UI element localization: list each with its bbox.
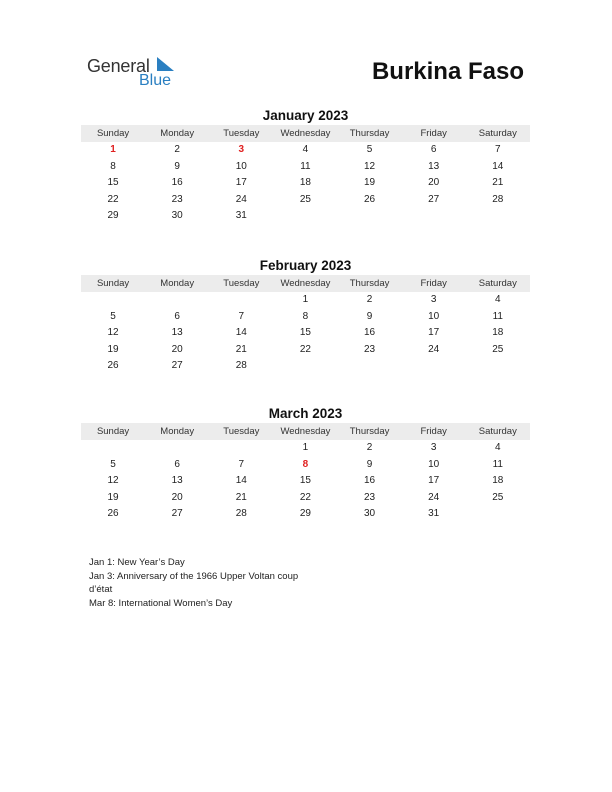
week-row <box>81 142 530 159</box>
day-cell: 8 <box>110 160 116 172</box>
month-calendar <box>81 257 530 375</box>
day-cell: 2 <box>366 294 373 305</box>
week-row <box>81 490 530 507</box>
day-cell: 28 <box>492 193 504 205</box>
month-title: February 2023 <box>259 258 352 273</box>
day-cell: 3 <box>238 144 245 155</box>
day-cell: 11 <box>300 160 311 172</box>
holiday-notes <box>89 556 349 610</box>
logo-triangle-icon <box>155 56 175 72</box>
day-cell: 12 <box>107 475 119 487</box>
day-cell: 19 <box>364 177 376 189</box>
day-cell: 29 <box>107 210 119 222</box>
day-cell: 1 <box>302 442 309 453</box>
day-cell: 12 <box>107 327 119 339</box>
day-cell: 25 <box>492 491 504 503</box>
day-cell: 17 <box>428 327 440 339</box>
day-cell: 27 <box>428 193 440 205</box>
week-row <box>81 457 530 474</box>
day-cell: 14 <box>235 327 247 339</box>
weekday-label: Saturday <box>478 426 517 437</box>
day-cell: 13 <box>171 475 183 487</box>
day-cell <box>466 506 530 523</box>
day-cell: 9 <box>366 310 373 322</box>
day-cell: 1 <box>110 144 116 155</box>
weekday-label: Thursday <box>349 278 390 289</box>
day-cell: 11 <box>492 310 503 322</box>
day-cell: 24 <box>428 491 440 503</box>
day-cell: 18 <box>299 177 311 189</box>
week-row <box>81 159 530 176</box>
day-cell: 26 <box>107 508 119 520</box>
day-cell: 13 <box>428 160 440 172</box>
day-cell <box>402 208 466 225</box>
day-cell: 20 <box>171 343 183 355</box>
weekday-label: Wednesday <box>280 278 331 289</box>
day-cell: 26 <box>364 193 376 205</box>
day-cell: 24 <box>428 343 440 355</box>
weekday-label: Sunday <box>96 128 130 139</box>
day-cell: 12 <box>364 160 376 172</box>
day-cell: 20 <box>171 491 183 503</box>
day-cell <box>338 208 402 225</box>
holiday-note: d’état <box>89 584 113 595</box>
day-cell: 22 <box>299 343 311 355</box>
weekday-label: Friday <box>420 278 447 289</box>
day-cell: 8 <box>302 310 309 322</box>
day-cell: 26 <box>107 360 119 372</box>
day-cell: 23 <box>171 193 183 205</box>
month-title: March 2023 <box>268 406 343 421</box>
week-row <box>81 309 530 326</box>
weekday-label: Tuesday <box>223 278 260 289</box>
day-cell <box>209 292 273 309</box>
day-cell: 21 <box>492 177 504 189</box>
day-cell: 23 <box>364 491 376 503</box>
day-cell: 15 <box>107 177 119 189</box>
logo-word-general: General <box>87 56 150 76</box>
day-cell: 15 <box>299 327 311 339</box>
day-cell: 19 <box>107 491 119 503</box>
day-cell <box>338 358 402 375</box>
week-row <box>81 192 530 209</box>
day-cell: 16 <box>364 327 376 339</box>
weekday-label: Monday <box>160 128 195 139</box>
day-cell: 20 <box>428 177 440 189</box>
generalblue-logo <box>87 56 187 92</box>
day-cell: 6 <box>174 310 180 322</box>
weekday-label: Saturday <box>478 128 517 139</box>
day-cell: 31 <box>235 210 247 222</box>
week-row <box>81 292 530 309</box>
week-row <box>81 473 530 490</box>
week-row <box>81 440 530 457</box>
day-cell: 6 <box>430 144 437 155</box>
weekday-header-row <box>81 275 530 292</box>
country-title: Burkina Faso <box>371 58 524 85</box>
day-cell: 8 <box>302 458 309 470</box>
weekday-label: Thursday <box>349 426 390 437</box>
day-cell <box>273 208 337 225</box>
day-cell: 11 <box>492 458 503 470</box>
day-cell: 17 <box>235 177 247 189</box>
day-cell: 4 <box>495 442 501 453</box>
day-cell: 5 <box>110 310 116 322</box>
day-cell: 17 <box>428 475 440 487</box>
logo-word-blue: Blue <box>139 72 172 89</box>
month-calendar <box>81 107 530 225</box>
day-cell: 14 <box>492 160 504 172</box>
weekday-label: Saturday <box>478 278 517 289</box>
day-cell <box>466 358 530 375</box>
day-cell: 9 <box>366 458 373 470</box>
day-cell: 7 <box>495 144 501 155</box>
week-row <box>81 325 530 342</box>
day-cell <box>402 358 466 375</box>
day-cell: 10 <box>428 458 440 470</box>
day-cell: 10 <box>428 310 440 322</box>
day-cell: 9 <box>174 160 180 172</box>
day-cell: 18 <box>492 475 504 487</box>
day-cell: 25 <box>492 343 504 355</box>
day-cell <box>145 440 209 457</box>
day-cell: 16 <box>364 475 376 487</box>
day-cell <box>209 440 273 457</box>
weekday-label: Thursday <box>349 128 390 139</box>
day-cell: 14 <box>235 475 247 487</box>
day-cell: 21 <box>235 343 247 355</box>
day-cell: 28 <box>235 360 247 372</box>
week-row <box>81 506 530 523</box>
weekday-header-row <box>81 125 530 142</box>
day-cell: 15 <box>299 475 311 487</box>
day-cell <box>273 358 337 375</box>
day-cell: 30 <box>171 210 183 222</box>
day-cell: 25 <box>299 193 311 205</box>
day-cell: 30 <box>364 508 376 520</box>
holiday-note: Jan 1: New Year’s Day <box>89 557 185 568</box>
holiday-note: Mar 8: International Women’s Day <box>89 597 233 609</box>
weekday-label: Monday <box>160 426 195 437</box>
day-cell: 6 <box>174 458 180 470</box>
day-cell: 5 <box>110 458 116 470</box>
day-cell: 28 <box>235 508 247 520</box>
day-cell: 3 <box>430 294 437 305</box>
day-cell: 18 <box>492 327 504 339</box>
weekday-label: Wednesday <box>280 426 331 437</box>
holiday-note: Jan 3: Anniversary of the 1966 Upper Voltan coup <box>89 570 299 582</box>
day-cell <box>81 440 145 457</box>
day-cell: 13 <box>171 327 183 339</box>
week-row <box>81 208 530 225</box>
weekday-label: Sunday <box>96 278 130 289</box>
day-cell: 21 <box>235 491 247 503</box>
day-cell: 16 <box>171 177 183 189</box>
week-row <box>81 342 530 359</box>
day-cell <box>466 208 530 225</box>
day-cell <box>145 292 209 309</box>
day-cell: 24 <box>235 193 247 205</box>
day-cell: 2 <box>366 442 373 453</box>
day-cell: 1 <box>302 294 309 305</box>
weekday-label: Friday <box>420 128 447 139</box>
weekday-label: Monday <box>160 278 195 289</box>
weekday-label: Tuesday <box>223 128 260 139</box>
day-cell: 23 <box>364 343 376 355</box>
day-cell: 19 <box>107 343 119 355</box>
day-cell: 4 <box>302 144 309 155</box>
day-cell: 5 <box>366 144 373 155</box>
day-cell: 22 <box>299 491 311 503</box>
day-cell: 31 <box>428 508 440 520</box>
day-cell: 7 <box>238 458 245 470</box>
weekday-label: Wednesday <box>280 128 331 139</box>
day-cell: 29 <box>299 508 311 520</box>
weekday-label: Tuesday <box>223 426 260 437</box>
weekday-header-row <box>81 423 530 440</box>
day-cell: 27 <box>171 508 183 520</box>
weekday-label: Friday <box>420 426 447 437</box>
day-cell: 7 <box>238 310 245 322</box>
weekday-label: Sunday <box>96 426 130 437</box>
week-row <box>81 175 530 192</box>
day-cell: 22 <box>107 193 119 205</box>
month-calendar <box>81 405 530 523</box>
day-cell: 10 <box>235 160 247 172</box>
day-cell <box>81 292 145 309</box>
month-title: January 2023 <box>262 108 349 123</box>
week-row <box>81 358 530 375</box>
day-cell: 27 <box>171 360 183 372</box>
day-cell: 2 <box>174 144 180 155</box>
day-cell: 4 <box>495 294 501 305</box>
day-cell: 3 <box>430 442 437 453</box>
